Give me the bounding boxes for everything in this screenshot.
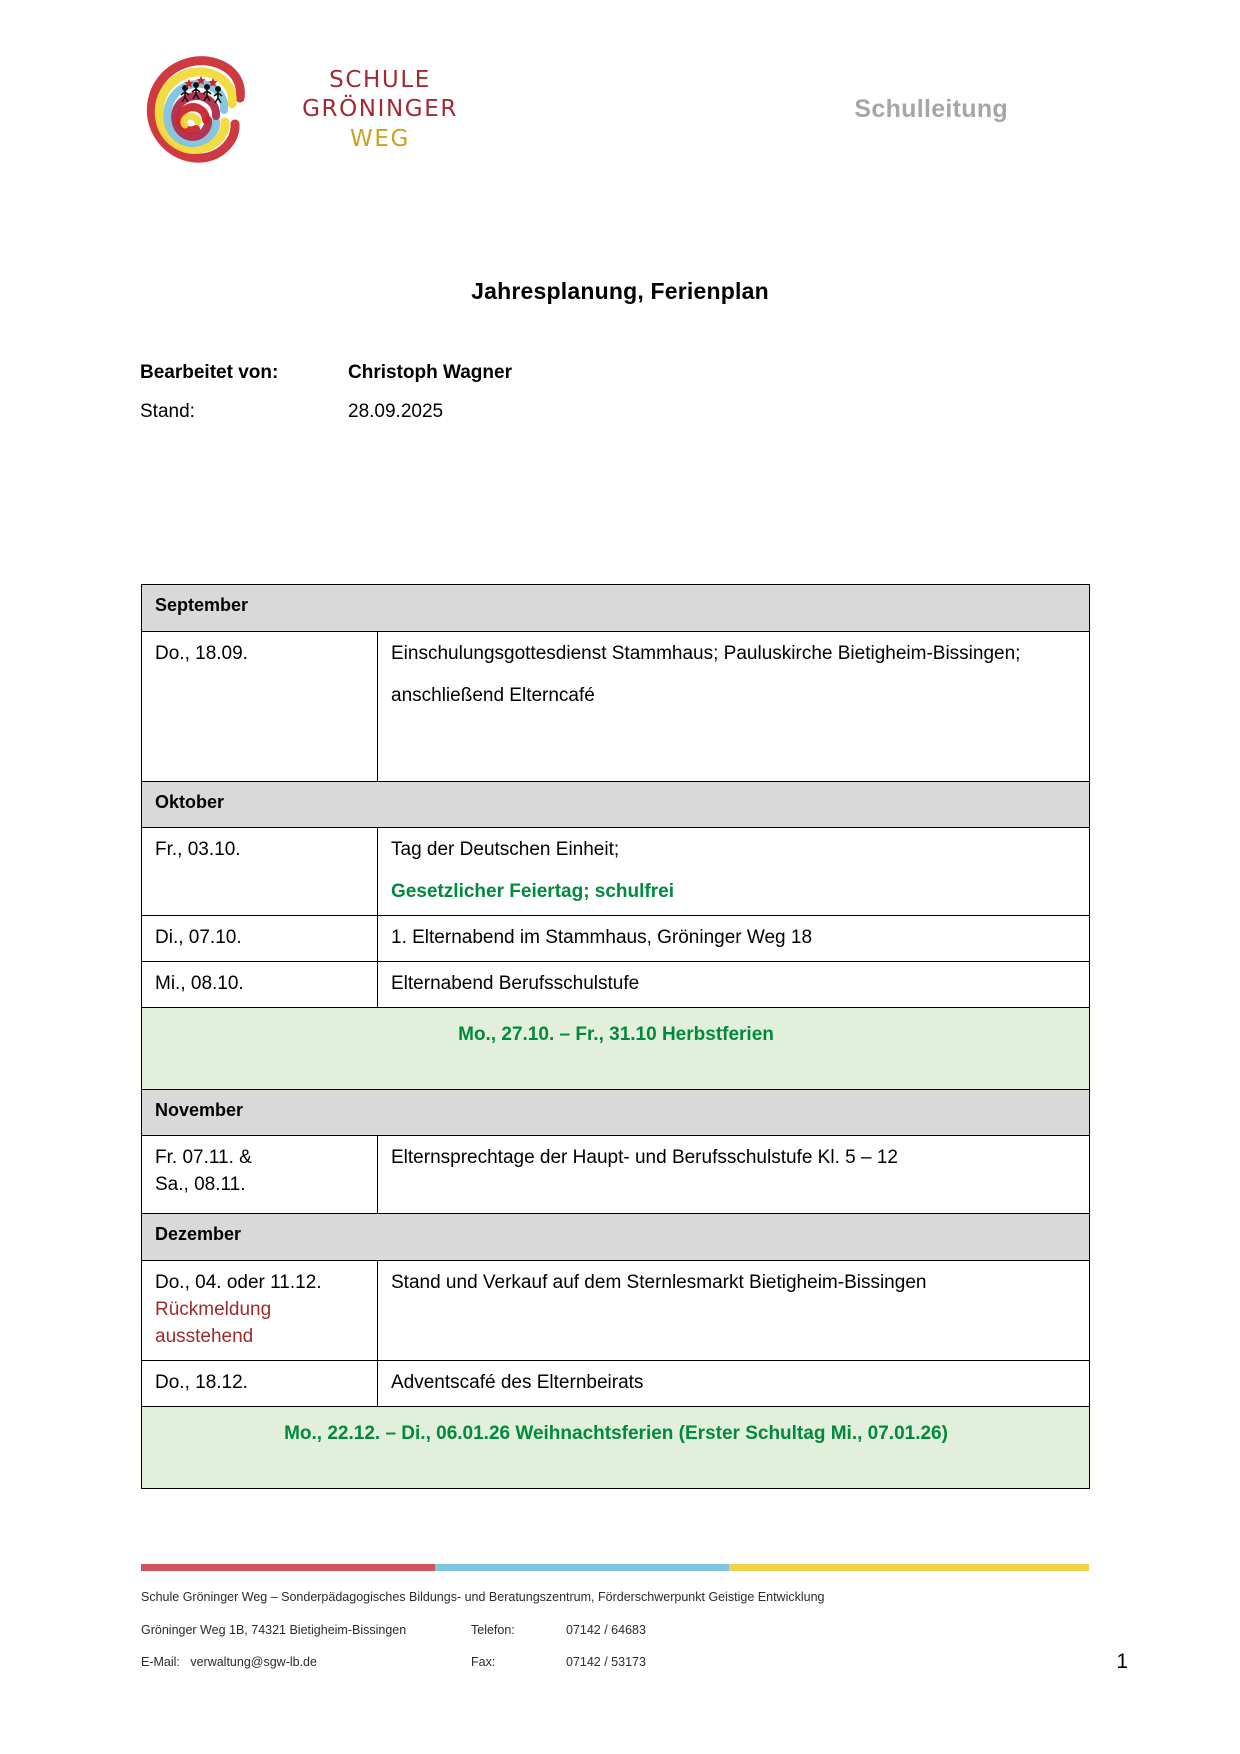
department-title: Schulleitung xyxy=(854,95,1008,123)
month-header-oktober xyxy=(142,781,1090,828)
event-date-line: Fr. 07.11. & xyxy=(155,1147,252,1169)
line-gap xyxy=(391,864,1077,879)
month-name: September xyxy=(142,585,1090,632)
logo-text-line-1: SCHULE xyxy=(329,67,431,93)
event-date: Mi., 08.10. xyxy=(142,962,378,1008)
school-logo-text xyxy=(290,66,470,154)
event-description: Adventscafé des Elternbeirats xyxy=(378,1360,1090,1406)
month-name: Dezember xyxy=(142,1214,1090,1261)
footer-email-value[interactable]: verwaltung@sgw-lb.de xyxy=(190,1654,317,1669)
event-description: 1. Elternabend im Stammhaus, Gröninger Weg 18 xyxy=(378,916,1090,962)
table-row xyxy=(142,1261,1090,1361)
footer-contact-grid xyxy=(141,1621,1121,1672)
logo-spiral-icon xyxy=(140,52,265,177)
school-logo xyxy=(140,52,458,182)
footer-email xyxy=(141,1653,471,1672)
event-date: Fr., 03.10. xyxy=(142,828,378,916)
meta-value-editor: Christoph Wagner xyxy=(348,362,512,383)
event-date: Do., 18.09. xyxy=(142,631,378,781)
footer-fax-value: 07142 / 53173 xyxy=(566,1654,646,1669)
table-row xyxy=(142,1360,1090,1406)
footer-email-label: E-Mail: xyxy=(141,1654,180,1669)
month-header-november xyxy=(142,1089,1090,1136)
table-row xyxy=(142,631,1090,781)
footer-fax-label: Fax: xyxy=(471,1654,496,1669)
calendar-table xyxy=(141,584,1090,1489)
page-number: 1 xyxy=(1116,1650,1128,1673)
footer-bar-yellow xyxy=(729,1564,1089,1571)
footer-tagline: Schule Gröninger Weg – Sonderpädagogisches Bildungs- und Beratungszentrum, Förderschwerpunkt Geistige Entwicklung xyxy=(141,1590,825,1604)
line-gap xyxy=(391,668,1077,683)
table-row xyxy=(142,828,1090,916)
document-meta xyxy=(140,362,840,440)
meta-value-date: 28.09.2025 xyxy=(348,401,444,422)
logo-text-line-3: WEG xyxy=(350,125,410,152)
event-description: Stand und Verkauf auf dem Sternlesmarkt Bietigheim-Bissingen xyxy=(378,1261,1090,1361)
footer-bar-blue xyxy=(435,1564,729,1571)
holiday-row-weihnachtsferien xyxy=(142,1406,1090,1488)
page-title: Jahresplanung, Ferienplan xyxy=(471,278,769,304)
table-row xyxy=(142,1136,1090,1214)
page-header xyxy=(0,0,1240,200)
event-date-note: Rückmeldung ausstehend xyxy=(155,1299,272,1347)
event-description: Elternabend Berufsschulstufe xyxy=(378,962,1090,1008)
event-description xyxy=(378,828,1090,916)
meta-label-date: Stand: xyxy=(140,401,195,422)
holiday-text: Mo., 27.10. – Fr., 31.10 Herbstferien xyxy=(142,1007,1090,1089)
event-date xyxy=(142,1261,378,1361)
footer-phone-label: Telefon: xyxy=(471,1622,515,1637)
event-date-line: Do., 04. oder 11.12. xyxy=(155,1272,322,1294)
footer-address: Gröninger Weg 1B, 74321 Bietigheim-Bissingen xyxy=(141,1622,407,1637)
logo-text-line-2: GRÖNINGER xyxy=(302,96,458,123)
footer-bar-red xyxy=(141,1564,435,1571)
table-row xyxy=(142,962,1090,1008)
event-description: Elternsprechtage der Haupt- und Berufsschulstufe Kl. 5 – 12 xyxy=(378,1136,1090,1214)
event-line: Tag der Deutschen Einheit; xyxy=(391,839,620,861)
page-footer xyxy=(141,1588,1121,1671)
event-highlight: Gesetzlicher Feiertag; schulfrei xyxy=(391,881,674,903)
footer-phone-value: 07142 / 64683 xyxy=(566,1622,646,1637)
event-description xyxy=(378,631,1090,781)
month-header-dezember xyxy=(142,1214,1090,1261)
month-header-september xyxy=(142,585,1090,632)
event-date xyxy=(142,1136,378,1214)
event-line: anschließend Elterncafé xyxy=(391,684,595,706)
meta-label-editor: Bearbeitet von: xyxy=(140,362,279,383)
event-date: Di., 07.10. xyxy=(142,916,378,962)
meta-row-date xyxy=(140,401,840,423)
month-name: Oktober xyxy=(142,781,1090,828)
event-date-line: Sa., 08.11. xyxy=(155,1174,246,1196)
footer-color-bar xyxy=(141,1564,1089,1571)
meta-row-editor xyxy=(140,362,840,384)
holiday-text: Mo., 22.12. – Di., 06.01.26 Weihnachtsferien (Erster Schultag Mi., 07.01.26) xyxy=(142,1406,1090,1488)
holiday-row-herbstferien xyxy=(142,1007,1090,1089)
month-name: November xyxy=(142,1089,1090,1136)
table-row xyxy=(142,916,1090,962)
event-date: Do., 18.12. xyxy=(142,1360,378,1406)
event-line: Einschulungsgottesdienst Stammhaus; Pauluskirche Bietigheim-Bissingen; xyxy=(391,642,1021,664)
